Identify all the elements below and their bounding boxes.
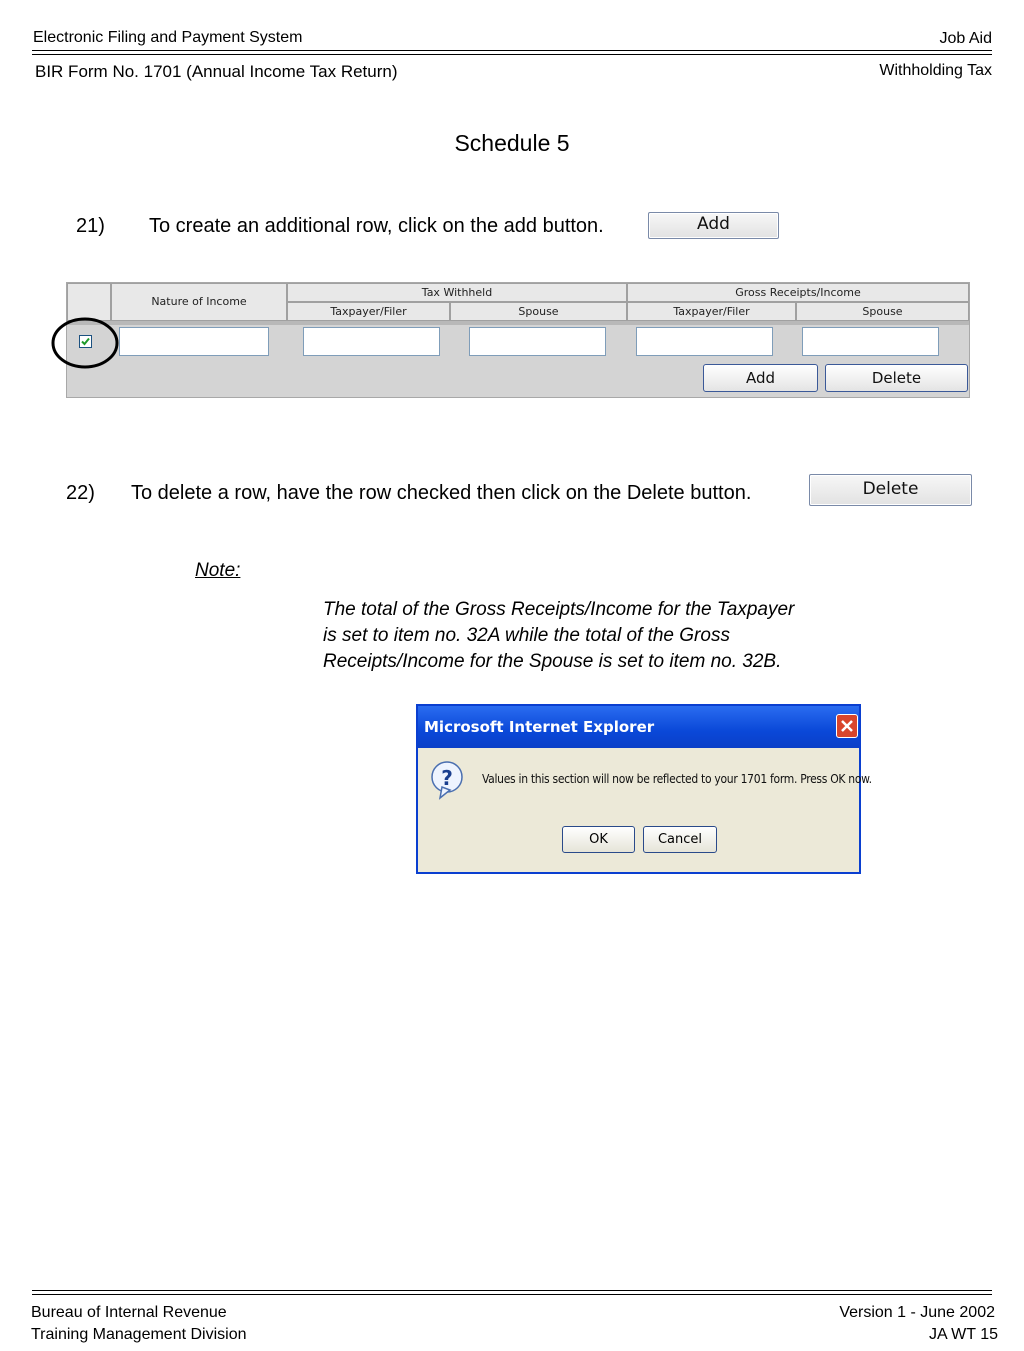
delete-button-example[interactable]: Delete [809, 474, 972, 506]
step-21-number: 21) [76, 215, 105, 237]
note-line-2: is set to item no. 32A while the total of the Gross [323, 625, 730, 646]
question-icon [430, 760, 464, 802]
ok-button[interactable]: OK [562, 826, 635, 853]
cancel-button[interactable]: Cancel [643, 826, 717, 853]
tax-withheld-spouse-header: Spouse [450, 302, 627, 321]
close-icon [837, 715, 857, 737]
highlight-circle [50, 316, 122, 372]
note-label: Note: [195, 560, 241, 581]
gross-receipts-header: Gross Receipts/Income [627, 283, 969, 302]
tax-withheld-spouse-input[interactable] [469, 327, 606, 356]
dialog-message: Values in this section will now be reflected to your 1701 form. Press OK now. [482, 772, 872, 786]
header-job-aid: Job Aid [939, 30, 992, 47]
tax-withheld-taxpayer-input[interactable] [303, 327, 440, 356]
dialog-title: Microsoft Internet Explorer [418, 706, 859, 748]
nature-of-income-header: Nature of Income [111, 283, 287, 321]
table-add-button[interactable]: Add [703, 364, 818, 392]
footer-version: Version 1 - June 2002 [839, 1304, 995, 1321]
note-line-3: Receipts/Income for the Spouse is set to item no. 32B. [323, 651, 782, 672]
footer-bureau: Bureau of Internal Revenue [31, 1304, 227, 1321]
schedule-table [66, 282, 970, 398]
close-button[interactable] [836, 714, 858, 738]
header-section: Withholding Tax [879, 62, 992, 79]
footer-divider-top [32, 1290, 992, 1291]
header-system-name: Electronic Filing and Payment System [33, 29, 303, 46]
gross-receipts-spouse-input[interactable] [802, 327, 939, 356]
table-delete-button[interactable]: Delete [825, 364, 968, 392]
tax-withheld-taxpayer-header: Taxpayer/Filer [287, 302, 450, 321]
gross-receipts-spouse-header: Spouse [796, 302, 969, 321]
gross-receipts-taxpayer-input[interactable] [636, 327, 773, 356]
confirm-dialog [416, 704, 872, 874]
page-title: Schedule 5 [454, 130, 570, 156]
header-divider-bottom [32, 54, 992, 55]
add-button-example[interactable]: Add [648, 212, 779, 239]
step-22-text: To delete a row, have the row checked then click on the Delete button. [131, 482, 752, 504]
header-form-name: BIR Form No. 1701 (Annual Income Tax Return) [35, 62, 398, 81]
note-line-1: The total of the Gross Receipts/Income for the Taxpayer [323, 599, 795, 620]
svg-text:?: ? [441, 766, 453, 790]
step-22-number: 22) [66, 482, 95, 504]
step-21-text: To create an additional row, click on the add button. [149, 215, 604, 237]
footer-page-ref: JA WT 15 [928, 1326, 998, 1343]
tax-withheld-header: Tax Withheld [287, 283, 627, 302]
footer-division: Training Management Division [31, 1326, 247, 1343]
nature-of-income-input[interactable] [119, 327, 269, 356]
header-divider-top [32, 50, 992, 51]
footer-divider-bottom [32, 1294, 992, 1295]
gross-receipts-taxpayer-header: Taxpayer/Filer [627, 302, 796, 321]
note-text [323, 597, 883, 675]
